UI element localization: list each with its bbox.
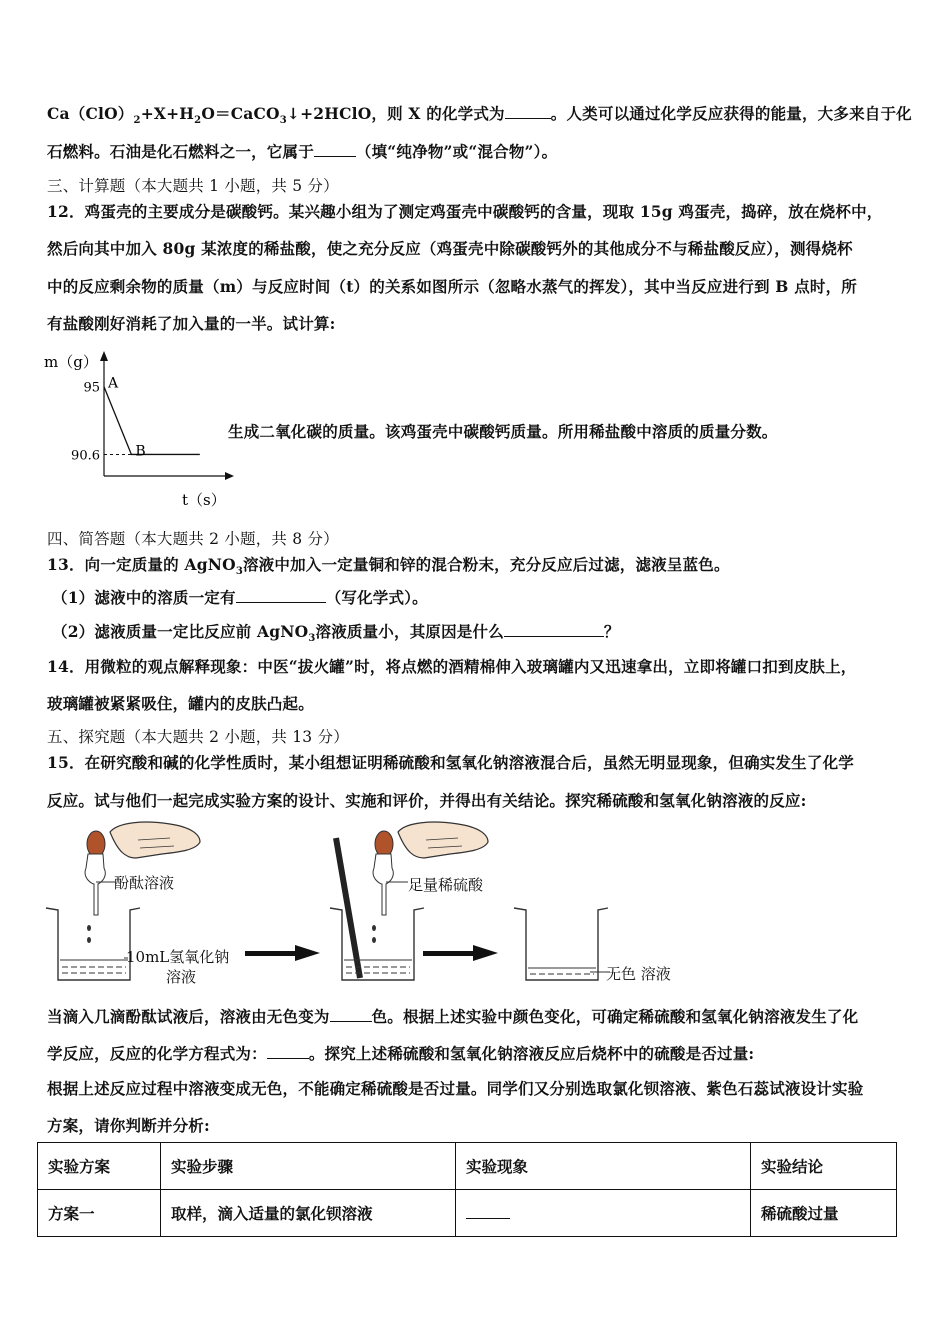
table-row [38, 1190, 897, 1237]
drop-icon [372, 925, 376, 931]
section-5-title: 五、探究题（本大题共 2 小题，共 13 分） [47, 728, 349, 746]
q15-line-4 [47, 1042, 754, 1064]
q11-line-1 [47, 102, 912, 126]
q12-chart [40, 345, 235, 515]
subscript: 3 [308, 633, 316, 645]
q12-ask: 生成二氧化碳的质量。该鸡蛋壳中碳酸钙质量。所用稀盐酸中溶质的质量分数。 [228, 422, 778, 441]
y-tick-label: 90.6 [71, 448, 100, 464]
drop-icon [372, 937, 376, 943]
label-phenolphthalein: 酚酞溶液 [114, 874, 175, 892]
subscript: 3 [279, 115, 287, 127]
q12-line-4: 有盐酸刚好消耗了加入量的一半。试计算: [47, 314, 336, 333]
table-header-cell: 实验步骤 [161, 1143, 456, 1190]
q11-text: Ca（ClO） [47, 104, 134, 123]
q13-text: （2）滤液质量一定比反应前 AgNO [52, 622, 309, 641]
q13-stem [47, 553, 730, 577]
q11-text: （填“纯净物”或“混合物”）。 [355, 142, 558, 161]
x-axis-arrow [225, 472, 234, 480]
table-cell [456, 1190, 751, 1237]
hand-icon [110, 822, 200, 858]
q13-part-1 [52, 586, 428, 608]
arrow-right-icon [423, 945, 498, 961]
q15-text: 色。根据上述实验中颜色变化，可确定稀硫酸和氢氧化钠溶液发生了化 [371, 1007, 859, 1026]
label-naoh-1: 10mL氢氧化钠 [126, 948, 230, 966]
table-header-cell: 实验结论 [751, 1143, 897, 1190]
q12-line-1: 12．鸡蛋壳的主要成分是碳酸钙。某兴趣小组为了测定鸡蛋壳中碳酸钙的含量，现取 15g 鸡蛋壳，捣碎，放在烧杯中， [47, 202, 883, 221]
q12-line-2: 然后向其中加入 80g 某浓度的稀盐酸，使之充分反应（鸡蛋壳中除碳酸钙外的其他成分不与稀盐酸反应），测得烧杯 [47, 239, 853, 258]
dropper-icon [85, 831, 105, 915]
q13-text: （1）滤液中的溶质一定有 [52, 588, 236, 607]
q13-text: ？ [603, 622, 620, 641]
section-4-title: 四、简答题（本大题共 2 小题，共 8 分） [47, 530, 339, 548]
table-header-row [38, 1143, 897, 1190]
arrow-right-icon [245, 945, 320, 961]
q14-line-2: 玻璃罐被紧紧吸住，罐内的皮肤凸起。 [47, 694, 314, 713]
experiment-table [37, 1142, 897, 1237]
drop-icon [87, 937, 91, 943]
answer-blank[interactable] [505, 104, 551, 119]
q15-line-1: 15．在研究酸和碱的化学性质时，某小组想证明稀硫酸和氢氧化钠溶液混合后，虽然无明显现象，但确实发生了化学 [47, 753, 854, 772]
q11-line-2 [47, 140, 557, 162]
subscript: 3 [235, 566, 243, 578]
table-cell: 方案一 [38, 1190, 161, 1237]
q11-text: +X+H [140, 104, 195, 123]
q15-line-2: 反应。试与他们一起完成实验方案的设计、实施和评价，并得出有关结论。探究稀硫酸和氢氧化钠溶液的反应: [47, 791, 807, 810]
series-line [104, 387, 200, 455]
q11-text: 石燃料。石油是化石燃料之一，它属于 [47, 142, 314, 161]
answer-blank[interactable] [504, 622, 604, 637]
q14-line-1: 14．用微粒的观点解释现象：中医“拔火罐”时，将点燃的酒精棉伸入玻璃罐内又迅速拿出，立即将罐口扣到皮肤上， [47, 657, 857, 676]
table-header-cell: 实验方案 [38, 1143, 161, 1190]
answer-blank[interactable] [466, 1204, 510, 1219]
q13-text: 溶液中加入一定量铜和锌的混合粉末，充分反应后过滤，滤液呈蓝色。 [242, 555, 730, 574]
q15-text: 当滴入几滴酚酞试液后，溶液由无色变为 [47, 1007, 330, 1026]
q11-text: O＝CaCO [201, 104, 280, 123]
table-cell: 取样，滴入适量的氯化钡溶液 [161, 1190, 456, 1237]
table-cell: 稀硫酸过量 [751, 1190, 897, 1237]
point-label-a: A [108, 375, 119, 392]
glass-rod-icon [336, 838, 360, 978]
answer-blank[interactable] [330, 1007, 372, 1022]
beaker-1 [46, 908, 140, 980]
x-axis-label: t（s） [182, 491, 226, 509]
drop-icon [87, 925, 91, 931]
q11-text: ↓+2HClO，则 X 的化学式为 [286, 104, 505, 123]
answer-blank[interactable] [314, 142, 356, 157]
q15-text: 学反应，反应的化学方程式为： [47, 1044, 267, 1063]
label-sulfuric-acid: 足量稀硫酸 [408, 876, 484, 894]
hand-icon [398, 822, 488, 858]
label-colorless-solution: 无色 溶液 [606, 965, 671, 983]
label-naoh-2: 溶液 [166, 968, 197, 986]
q15-text: 。探究上述稀硫酸和氢氧化钠溶液反应后烧杯中的硫酸是否过量: [308, 1044, 755, 1063]
section-3-title: 三、计算题（本大题共 1 小题，共 5 分） [47, 177, 339, 195]
q15-line-3 [47, 1005, 858, 1027]
dropper-icon [373, 831, 393, 915]
answer-blank[interactable] [267, 1044, 309, 1059]
table-header-cell: 实验现象 [456, 1143, 751, 1190]
y-axis-label: m（g） [44, 353, 98, 371]
q13-part-2 [52, 620, 620, 644]
q13-text: （写化学式）。 [325, 588, 428, 607]
q15-line-5: 根据上述反应过程中溶液变成无色，不能确定稀硫酸是否过量。同学们又分别选取氯化钡溶液、紫色石蕊试液设计实验 [47, 1079, 864, 1098]
q13-text: 13．向一定质量的 AgNO [47, 555, 236, 574]
beaker-2 [330, 908, 424, 980]
y-tick-label: 95 [83, 380, 100, 396]
q15-line-6: 方案，请你判断并分析: [47, 1116, 210, 1135]
subscript: 2 [133, 115, 141, 127]
subscript: 2 [194, 115, 202, 127]
answer-blank[interactable] [236, 588, 326, 603]
q12-line-3: 中的反应剩余物的质量（m）与反应时间（t）的关系如图所示（忽略水蒸气的挥发），其中当反应进行到 B 点时，所 [47, 277, 858, 296]
q13-text: 溶液质量小，其原因是什么 [315, 622, 504, 641]
y-axis-arrow [100, 351, 108, 361]
q11-text: 。人类可以通过化学反应获得的能量，大多来自于化 [550, 104, 912, 123]
beaker-3 [514, 908, 608, 980]
point-label-b: B [135, 443, 146, 460]
